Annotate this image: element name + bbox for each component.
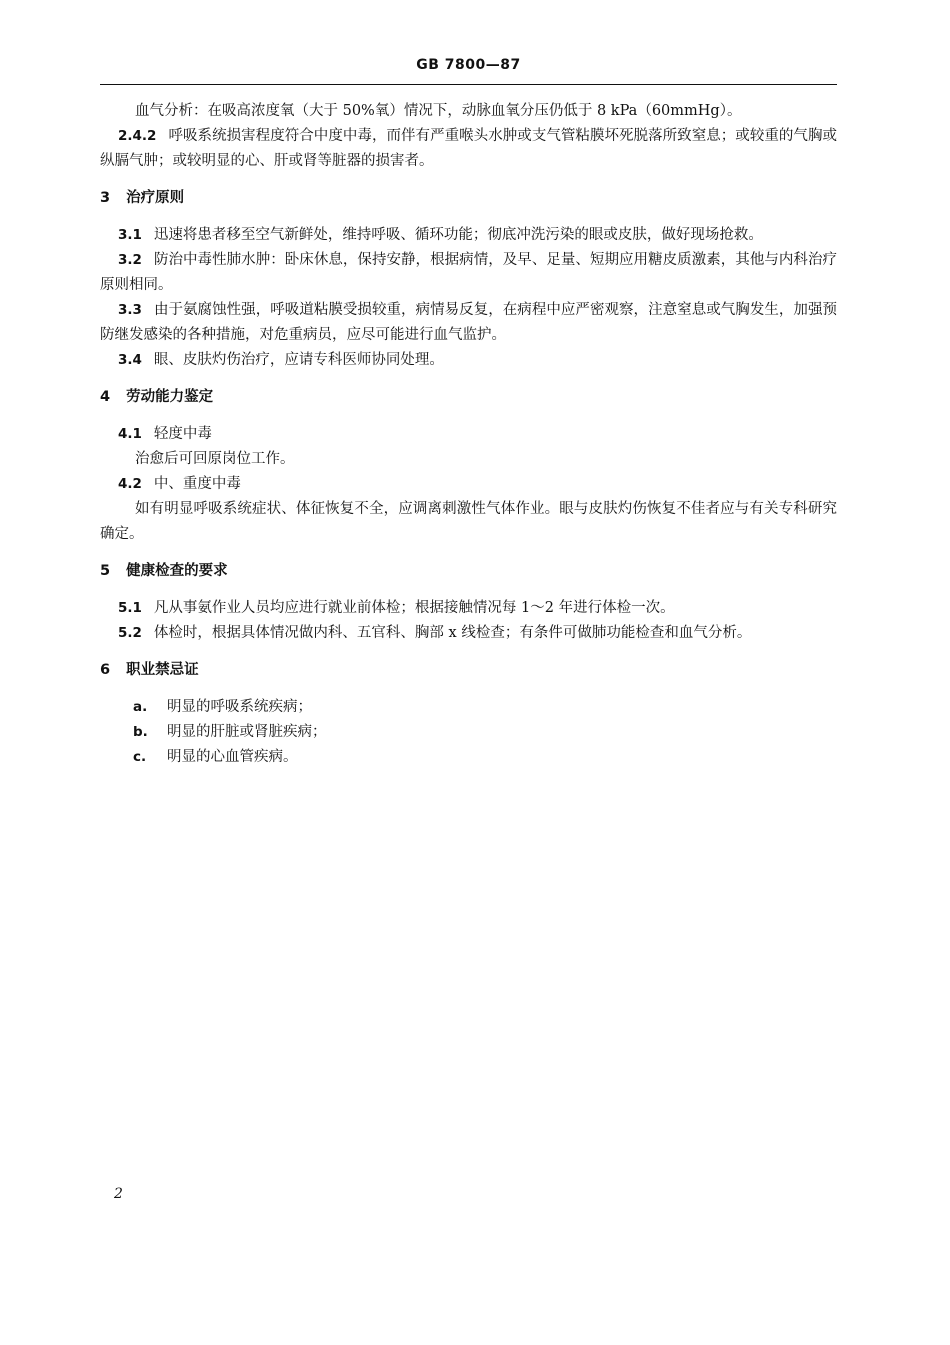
list-item-text: 明显的心血管疾病。 [167, 749, 298, 765]
section-number: 6 [100, 662, 111, 678]
list-item [100, 745, 837, 770]
clause-text: 迅速将患者移至空气新鲜处，维持呼吸、循环功能；彻底冲洗污染的眼或皮肤，做好现场抢救。 [153, 227, 763, 243]
page-content [100, 99, 837, 770]
clause-text: 眼、皮肤灼伤治疗，应请专科医师协同处理。 [153, 352, 444, 368]
clause-number: 5.1 [118, 600, 142, 616]
clause-5-1 [100, 596, 837, 621]
clause-text: 体检时，根据具体情况做内科、五官科、胸部 x 线检查；有条件可做肺功能检查和血气分析。 [153, 625, 752, 641]
section-6-heading [100, 658, 837, 683]
clause-text: 由于氨腐蚀性强，呼吸道粘膜受损较重，病情易反复，在病程中应严密观察，注意窒息或气胸发生，加强预防继发感染的各种措施，对危重病员，应尽可能进行血气监护。 [100, 302, 837, 343]
list-item [100, 695, 837, 720]
clause-4-2-heading [100, 472, 837, 497]
clause-title: 轻度中毒 [153, 426, 212, 442]
clause-number: 2.4.2 [118, 128, 157, 144]
clause-number: 4.1 [118, 426, 142, 442]
clause-text: 凡从事氨作业人员均应进行就业前体检；根据接触情况每 1～2 年进行体检一次。 [153, 600, 675, 616]
clause-number: 4.2 [118, 476, 142, 492]
page-number: 2 [114, 1186, 123, 1202]
standard-code-header: GB 7800—87 [416, 57, 521, 73]
clause-number: 3.4 [118, 352, 142, 368]
clause-title: 中、重度中毒 [153, 476, 241, 492]
clause-number: 3.3 [118, 302, 142, 318]
section-title: 职业禁忌证 [126, 662, 199, 678]
section-title: 劳动能力鉴定 [126, 389, 214, 405]
section-number: 3 [100, 190, 111, 206]
section-title: 治疗原则 [126, 190, 185, 206]
list-marker: c. [133, 749, 147, 765]
section-4-heading [100, 385, 837, 410]
paragraph-blood-gas: 血气分析：在吸高浓度氧（大于 50%氧）情况下，动脉血氧分压仍低于 8 kPa（60mmHg）。 [135, 103, 742, 119]
clause-3-2 [100, 248, 837, 298]
clause-3-3 [100, 298, 837, 348]
clause-3-1 [100, 223, 837, 248]
section-number: 5 [100, 563, 111, 579]
clause-number: 3.1 [118, 227, 142, 243]
list-marker: b. [133, 724, 148, 740]
clause-4-1-text: 治愈后可回原岗位工作。 [135, 451, 295, 467]
header-rule [100, 84, 837, 85]
section-title: 健康检查的要求 [126, 563, 228, 579]
clause-number: 3.2 [118, 252, 142, 268]
clause-text: 防治中毒性肺水肿：卧床休息，保持安静，根据病情，及早、足量、短期应用糖皮质激素，其他与内科治疗原则相同。 [100, 252, 837, 293]
clause-4-1-heading [100, 422, 837, 447]
clause-text: 呼吸系统损害程度符合中度中毒，而伴有严重喉头水肿或支气管粘膜坏死脱落所致窒息；或较重的气胸或纵膈气肿；或较明显的心、肝或肾等脏器的损害者。 [100, 128, 837, 169]
clause-4-2-text: 如有明显呼吸系统症状、体征恢复不全，应调离刺激性气体作业。眼与皮肤灼伤恢复不佳者应与有关专科研究确定。 [100, 501, 837, 542]
list-item-text: 明显的呼吸系统疾病； [167, 699, 312, 715]
clause-2-4-2 [100, 124, 837, 174]
clause-number: 5.2 [118, 625, 142, 641]
contraindication-list [100, 695, 837, 770]
clause-5-2 [100, 621, 837, 646]
section-5-heading [100, 559, 837, 584]
clause-3-4 [100, 348, 837, 373]
section-number: 4 [100, 389, 111, 405]
list-item-text: 明显的肝脏或肾脏疾病； [167, 724, 327, 740]
section-3-heading [100, 186, 837, 211]
list-marker: a. [133, 699, 148, 715]
list-item [100, 720, 837, 745]
